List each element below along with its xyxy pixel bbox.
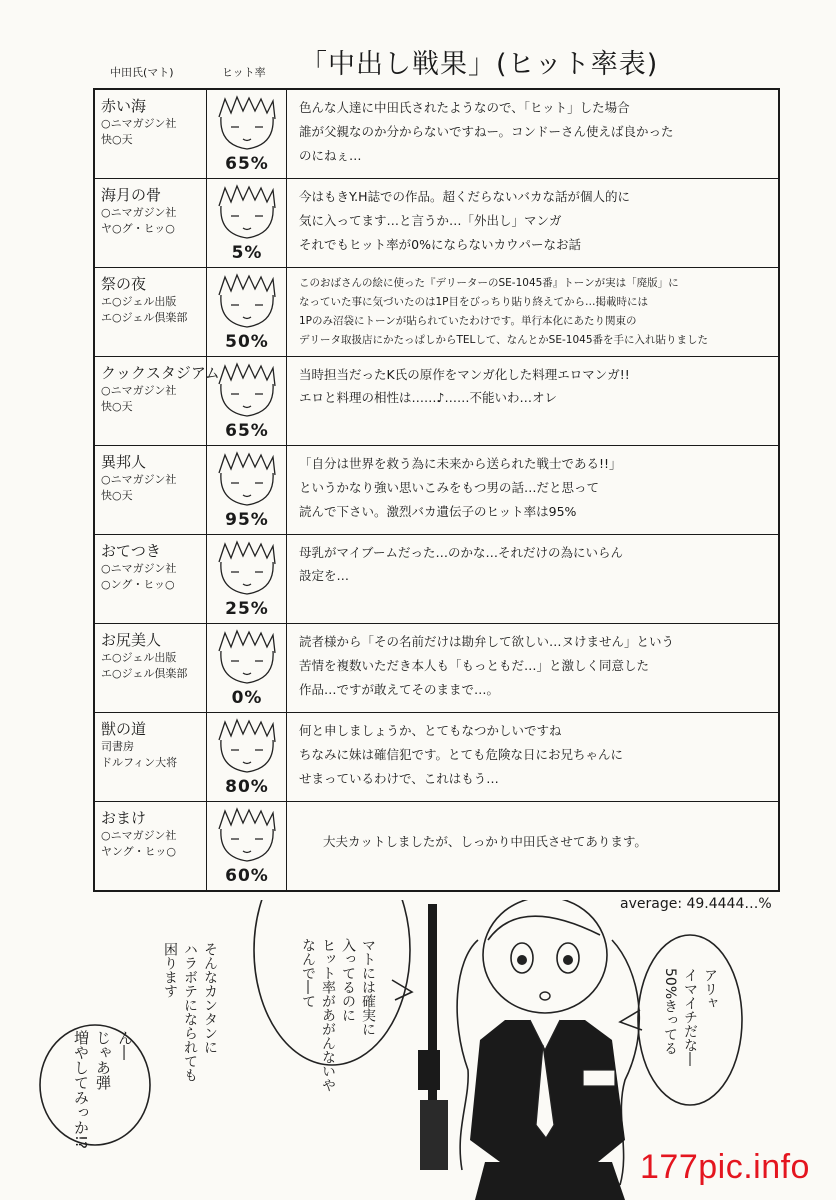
work-publisher: ○ニマガジン社: [101, 829, 177, 842]
speech-line: ハラボテになられても: [182, 942, 198, 1082]
work-title: クックスタジアム: [101, 364, 220, 382]
work-publisher: 快○天: [101, 489, 133, 502]
table-row: [95, 624, 778, 713]
work-cell: [95, 802, 207, 890]
note-line: 読んで下さい。激烈バカ遺伝子のヒット率は95%: [299, 504, 577, 519]
work-title: お尻美人: [101, 631, 162, 649]
note-line: 誰が父親なのか分からないですねー。コンドーさん使えば良かった: [299, 124, 674, 139]
face-doodle-icon: [213, 95, 281, 153]
note-line: このおばさんの絵に使った『デリーターのSE-1045番』トーンが実は「廃版」に: [299, 277, 679, 289]
speech-line: 困ります: [162, 942, 178, 998]
work-cell: [95, 90, 207, 178]
work-publisher: 快○天: [101, 133, 133, 146]
page-title: 「中出し戦果」(ヒット率表): [300, 49, 659, 80]
face-doodle-icon: [213, 184, 281, 242]
note-line: というかなり強い思いこみをもつ男の話…だと思って: [299, 480, 600, 495]
note-line: 大夫カットしましたが、しっかり中田氏させてあります。: [323, 834, 647, 849]
hit-rate-value: 50%: [225, 332, 269, 352]
work-title: 祭の夜: [101, 275, 147, 293]
work-cell: [95, 268, 207, 356]
work-publisher: 快○天: [101, 400, 133, 413]
work-cell: [95, 179, 207, 267]
work-title: 海月の骨: [101, 186, 162, 204]
note-line: ちなみに妹は確信犯です。とても危険な日にお兄ちゃんに: [299, 747, 624, 762]
hit-rate-value: 60%: [225, 866, 269, 886]
note-line: デリータ取扱店にかたっぱしからTELして、なんとかSE-1045番を手に入れ貼りました: [299, 334, 708, 346]
table-row: [95, 357, 778, 446]
rifle-stock: [420, 1100, 448, 1170]
work-publisher: ヤング・ヒッ○: [101, 845, 176, 858]
work-cell: [95, 713, 207, 801]
hit-rate-cell: [207, 357, 287, 445]
note-cell: [287, 446, 778, 534]
note-cell: [287, 624, 778, 712]
work-publisher: ヤ○グ・ヒッ○: [101, 222, 175, 235]
average-value: average: 49.4444…%: [620, 896, 772, 912]
speech-line: 50%きってる: [662, 968, 678, 1056]
work-publisher: 司書房: [101, 740, 134, 753]
hit-rate-value: 65%: [225, 154, 269, 174]
note-line: 設定を…: [299, 568, 350, 583]
work-cell: [95, 357, 220, 445]
speech-line: 増やしてみっか!?: [72, 1030, 90, 1149]
hit-rate-value: 25%: [225, 599, 269, 619]
work-title: 異邦人: [101, 453, 147, 471]
face-doodle-icon: [213, 718, 281, 776]
work-title: 赤い海: [101, 97, 147, 115]
hit-rate-cell: [207, 446, 287, 534]
speech-text-c: [70, 1030, 136, 1149]
work-publisher: ○ニマガジン社: [101, 117, 177, 130]
face-doodle-icon: [213, 807, 281, 865]
work-publisher: ○ニマガジン社: [101, 562, 177, 575]
face-doodle-icon: [213, 540, 281, 598]
note-line: 当時担当だったK氏の原作をマンガ化した料理エロマンガ!!: [299, 367, 630, 382]
work-title: 獣の道: [101, 720, 147, 738]
note-cell: [287, 802, 778, 890]
note-line: のにねぇ…: [299, 148, 362, 163]
speech-line: アリャ: [702, 968, 718, 1010]
speech-text-d: [660, 968, 720, 1078]
hit-rate-cell: [207, 268, 287, 356]
work-cell: [95, 446, 207, 534]
note-line: 母乳がマイブームだった…のかな…それだけの為にいらん: [299, 545, 624, 560]
speech-line: そんなカンタンに: [202, 942, 218, 1054]
work-publisher: ドルフィン大将: [101, 756, 178, 769]
hit-rate-value: 65%: [225, 421, 269, 441]
note-cell: [287, 357, 778, 445]
speech-text-b: [160, 942, 220, 1102]
note-line: 今はもきY.H誌での作品。超くだらないバカな話が個人的に: [299, 189, 630, 204]
note-cell: [287, 90, 778, 178]
hit-rate-cell: [207, 713, 287, 801]
hit-rate-value: 95%: [225, 510, 269, 530]
rifle-scope: [418, 1050, 440, 1090]
speech-line: イマイチだな―: [682, 968, 698, 1066]
note-line: 「自分は世界を救う為に未来から送られた戦士である!!」: [299, 456, 622, 471]
work-publisher: エ○ジェル倶楽部: [101, 667, 188, 680]
hit-rate-value: 80%: [225, 777, 269, 797]
work-cell: [95, 624, 207, 712]
hit-rate-cell: [207, 90, 287, 178]
work-publisher: エ○ジェル出版: [101, 295, 177, 308]
note-cell: [287, 268, 778, 356]
hit-rate-table: [93, 88, 780, 892]
table-row: [95, 268, 778, 357]
speech-line: じゃあ弾: [94, 1030, 112, 1090]
work-title: おまけ: [101, 809, 147, 827]
note-line: 作品…ですが敢えてそのままで…。: [299, 682, 500, 697]
speech-line: ん―: [116, 1030, 134, 1060]
note-line: せまっているわけで、これはもう…: [299, 771, 499, 786]
table-row: [95, 90, 778, 179]
table-row: [95, 802, 778, 890]
face-doodle-icon: [213, 451, 281, 509]
note-line: 苦情を複数いただき本人も「もっともだ…」と激しく同意した: [299, 658, 650, 673]
work-cell: [95, 535, 207, 623]
hit-rate-cell: [207, 179, 287, 267]
note-line: 色んな人達に中田氏されたようなので、「ヒット」した場合: [299, 100, 630, 115]
work-publisher: ○ニマガジン社: [101, 473, 177, 486]
speech-line: マトには確実に: [360, 938, 376, 1036]
note-line: なっていた事に気づいたのは1P目をびっちり貼り終えてから…掲載時には: [299, 296, 649, 308]
note-line: 1Pのみ沼袋にトーンが貼られていたわけです。単行本化にあたり関東の: [299, 315, 637, 327]
table-row: [95, 713, 778, 802]
work-publisher: ○ニマガジン社: [101, 206, 177, 219]
column-header-work: 中田氏(マト): [110, 66, 174, 79]
column-header-hit-rate: ヒット率: [222, 66, 266, 79]
note-line: 読者様から「その名前だけは勘弁して欲しい…ヌけません」という: [299, 634, 675, 649]
note-cell: [287, 713, 778, 801]
work-publisher: エ○ジェル出版: [101, 651, 177, 664]
hit-rate-value: 0%: [231, 688, 263, 708]
note-line: それでもヒット率が0%にならないカウパーなお話: [299, 237, 581, 252]
hit-rate-value: 5%: [231, 243, 263, 263]
work-publisher: エ○ジェル倶楽部: [101, 311, 188, 324]
note-line: エロと料理の相性は……♪……不能いわ…オレ: [299, 390, 557, 405]
note-cell: [287, 535, 778, 623]
speech-line: 入ってるのに: [340, 938, 356, 1022]
face-doodle-icon: [213, 629, 281, 687]
hit-rate-cell: [207, 624, 287, 712]
note-cell: [287, 179, 778, 267]
table-row: [95, 535, 778, 624]
work-publisher: ○ング・ヒッ○: [101, 578, 175, 591]
hit-rate-cell: [207, 802, 287, 890]
table-row: [95, 179, 778, 268]
note-line: 何と申しましょうか、とてもなつかしいですね: [299, 723, 562, 738]
speech-line: ヒット率があがんないや: [320, 938, 336, 1092]
table-row: [95, 446, 778, 535]
note-line: 気に入ってます…と言うか…「外出し」マンガ: [299, 213, 562, 228]
speech-text-a: [298, 938, 378, 1138]
work-publisher: ○ニマガジン社: [101, 384, 177, 397]
hit-rate-cell: [207, 535, 287, 623]
face-doodle-icon: [213, 362, 281, 420]
speech-line: なんで―て: [300, 938, 316, 1008]
work-title: おてつき: [101, 542, 161, 560]
watermark: 177pic.info: [640, 1148, 810, 1186]
face-doodle-icon: [213, 273, 281, 331]
